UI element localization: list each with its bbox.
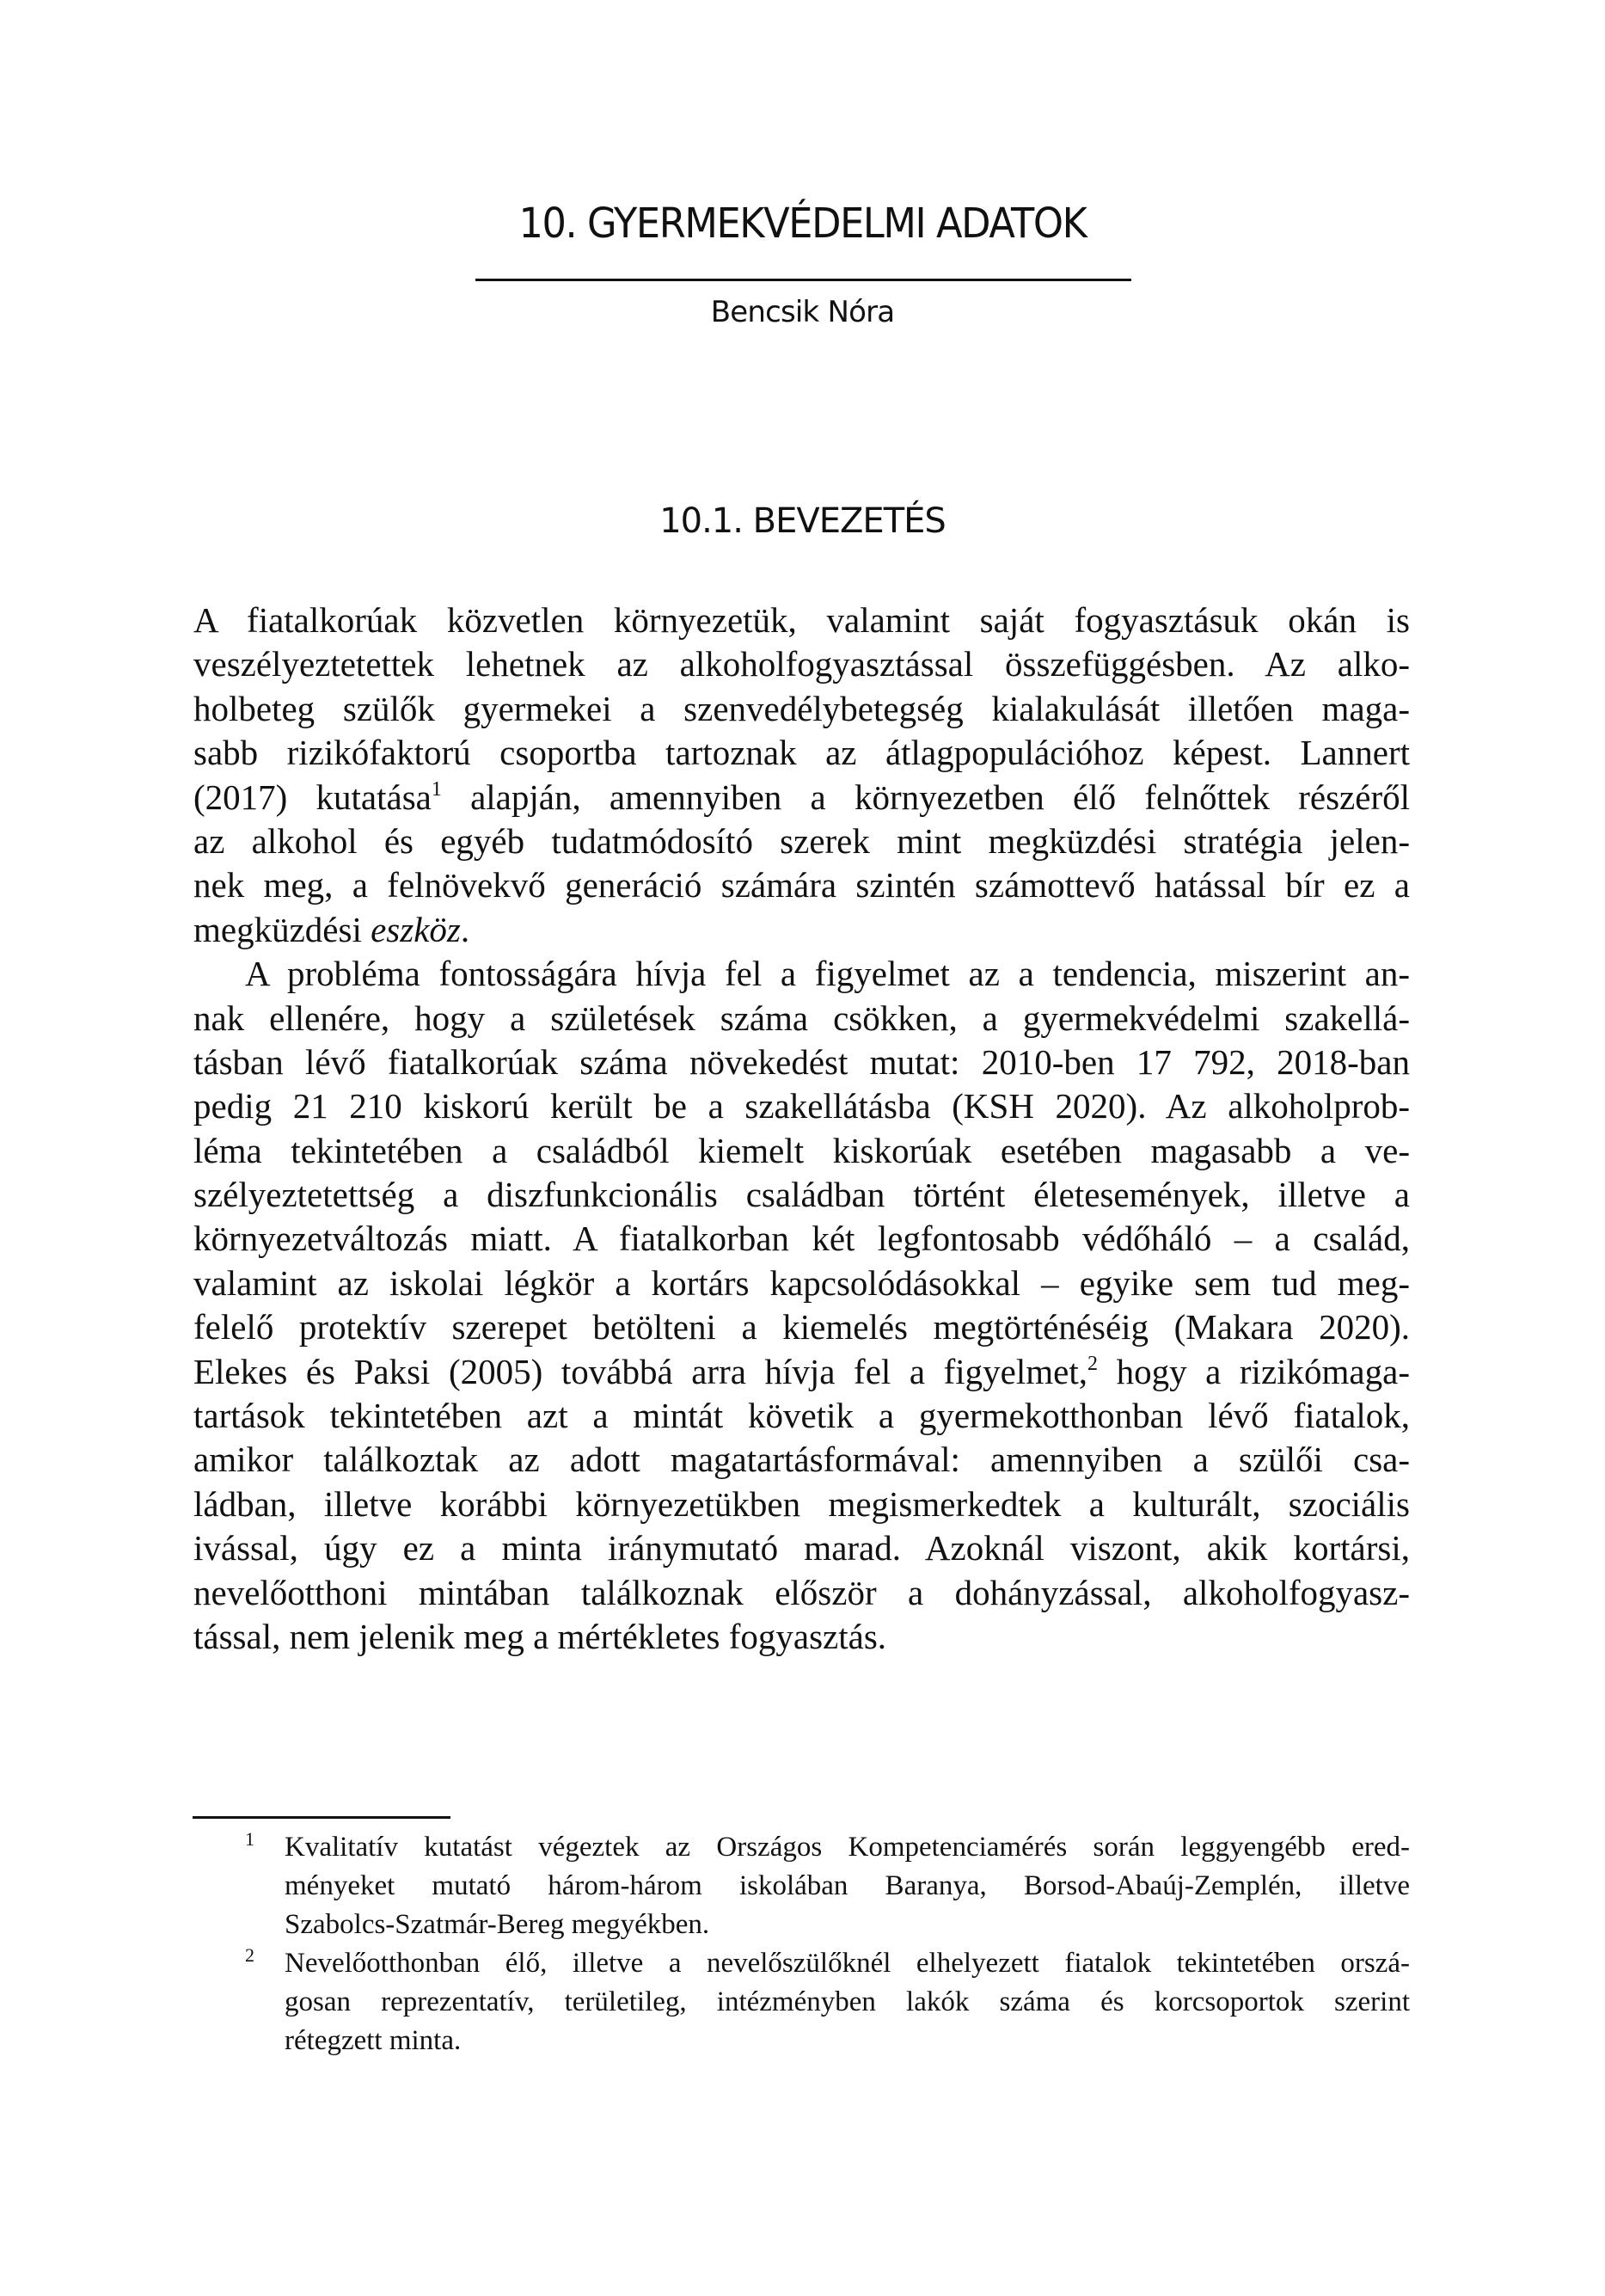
chapter-title: 10. GYERMEKVÉDELMI ADATOK [518,200,1087,248]
section-heading: 10.1. BEVEZETÉS [659,501,946,541]
text-line: sabb rizikófaktorú csoportba tartoznak az átlagpopulációhoz képest. Lannert [193,733,1410,773]
footnote-line: Szabolcs-Szatmár-Bereg megyékben. [285,1909,710,1940]
text-span: hogy a rizikómaga- [1098,1351,1410,1391]
footnote-line: Kvalitatív kutatást végeztek az Országos Kompetenciamérés során leggyengébb ered- [285,1832,1410,1863]
footnote-line: rétegzett minta. [285,2025,462,2056]
footnote-ref-1[interactable]: 1 [431,777,442,801]
italic-term: eszköz [371,909,461,949]
footnote-number: 1 [245,1828,254,1850]
text-span: megküzdési [193,909,371,949]
text-span: alapján, amennyiben a környezetben élő felnőttek részéről [441,777,1410,817]
footnote-line: Nevelőotthonban élő, illetve a nevelőszülőknél elhelyezett fiatalok tekintetében orszá- [285,1948,1410,1979]
text-line: veszélyeztetettek lehetnek az alkoholfogyasztással összefüggésben. Az alko- [193,644,1410,685]
text-line: környezetváltozás miatt. A fiatalkorban két legfontosabb védőháló – a család, [193,1219,1410,1259]
footnote-number: 2 [245,1944,254,1966]
text-line: nak ellenére, hogy a születések száma csökken, a gyermekvédelmi szakellá- [193,998,1410,1038]
footnote-line: ményeket mutató három-három iskolában Baranya, Borsod-Abaúj-Zemplén, illetve [285,1870,1410,1901]
footnote-ref-2[interactable]: 2 [1087,1352,1098,1375]
footnote-separator [193,1816,450,1819]
text-line: léma tekintetében a családból kiemelt kiskorúak esetében magasabb a ve- [193,1130,1410,1170]
footnote-line: gosan reprezentatív, területileg, intézményben lakók száma és korcsoportok szerint [285,1986,1410,2017]
text-line: A probléma fontosságára hívja fel a figyelmet az a tendencia, miszerint an- [245,954,1410,994]
text-span: Elekes és Paksi (2005) továbbá arra hívja fel a figyelmet, [193,1351,1087,1391]
text-line [193,1350,1410,1394]
text-span: (2017) kutatása [193,777,432,817]
title-divider [475,279,1131,281]
text-line: nevelőotthoni mintában találkoznak először a dohányzással, alkoholfogyasz- [193,1572,1410,1612]
paragraph-1 [193,599,1410,952]
text-line: A fiatalkorúak közvetlen környezetük, valamint saját fogyasztásuk okán is [193,600,1410,640]
footnote-text [285,1828,1410,1944]
footnote-text [285,1944,1410,2060]
text-line: szélyeztetettség a diszfunkcionális családban történt életesemények, illetve a [193,1175,1410,1215]
text-line: felelő protektív szerepet betölteni a kiemelés megtörténéséig (Makara 2020). [193,1307,1410,1348]
text-line: ládban, illetve korábbi környezetükben megismerkedtek a kulturált, szociális [193,1483,1410,1524]
author-name: Bencsik Nóra [710,295,895,329]
text-line: tással, nem jelenik meg a mértékletes fogyasztás. [193,1616,887,1656]
text-line: pedig 21 210 kiskorú került be a szakellátásba (KSH 2020). Az alkoholprob- [193,1086,1410,1127]
text-line [193,776,1410,820]
text-line: nek meg, a felnövekvő generáció számára szintén számottevő hatással bír ez a [193,865,1410,906]
text-line: az alkohol és egyéb tudatmódosító szerek mint megküzdési stratégia jelen- [193,820,1410,861]
body-text [193,599,1410,1659]
text-line [193,908,1410,952]
text-line: tásban lévő fiatalkorúak száma növekedést mutat: 2010-ben 17 792, 2018-ban [193,1041,1410,1082]
text-line: valamint az iskolai légkör a kortárs kapcsolódásokkal – egyike sem tud meg- [193,1262,1410,1303]
text-line: ivással, úgy ez a minta iránymutató marad. Azoknál viszont, akik kortársi, [193,1528,1410,1569]
text-line: tartások tekintetében azt a mintát követik a gyermekotthonban lévő fiatalok, [193,1396,1410,1436]
paragraph-2 [193,952,1410,1659]
text-line: holbeteg szülők gyermekei a szenvedélybetegség kialakulását illetően maga- [193,688,1410,728]
text-span: . [460,909,470,949]
text-line: amikor találkoztak az adott magatartásformával: amennyiben a szülői csa- [193,1440,1410,1480]
